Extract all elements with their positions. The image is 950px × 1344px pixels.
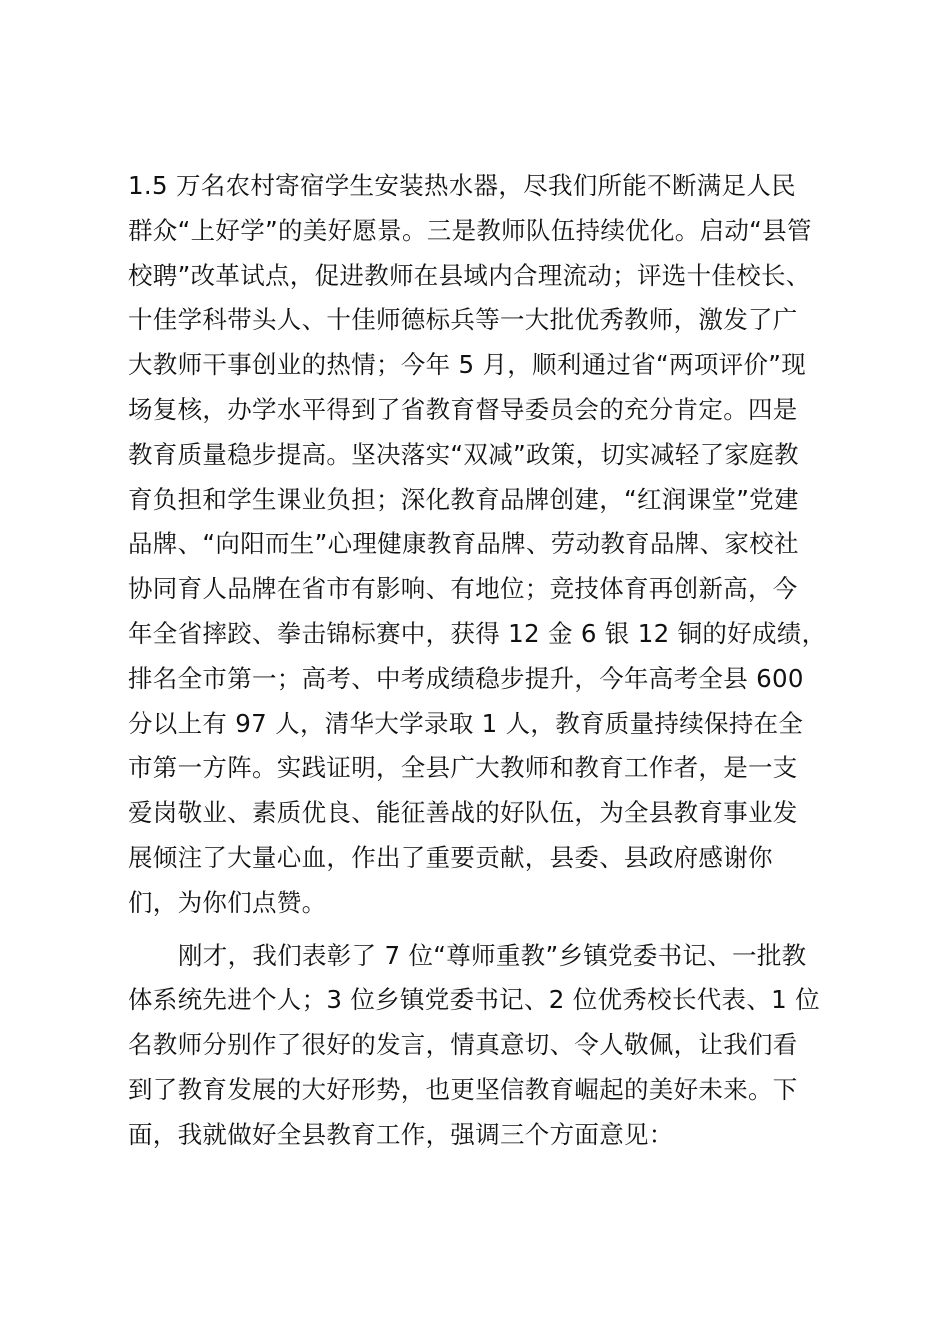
text-line: 分以上有 97 人，清华大学录取 1 人，教育质量持续保持在全 bbox=[128, 708, 804, 738]
body-text bbox=[128, 164, 830, 1158]
text-line: 体系统先进个人；3 位乡镇党委书记、2 位优秀校长代表、1 位 bbox=[128, 985, 820, 1015]
text-line: 1.5 万名农村寄宿学生安装热水器，尽我们所能不断满足人民 bbox=[128, 171, 796, 200]
text-line: 排名全市第一；高考、中考成绩稳步提升，今年高考全县 600 bbox=[128, 663, 804, 693]
text-line: 育负担和学生课业负担；深化教育品牌创建，“红润课堂”党建 bbox=[128, 484, 799, 514]
paragraph-spacer bbox=[128, 926, 830, 934]
text-line: 名教师分别作了很好的发言，情真意切、令人敬佩，让我们看 bbox=[128, 1030, 798, 1060]
text-line-first: 刚才，我们表彰了 7 位“尊师重教”乡镇党委书记、一批教 bbox=[178, 940, 807, 970]
paragraph-achievements bbox=[128, 164, 830, 926]
text-line: 校聘”改革试点，促进教师在县域内合理流动；评选十佳校长、 bbox=[128, 260, 811, 290]
paragraph-speeches bbox=[128, 934, 830, 1158]
text-line: 们，为你们点赞。 bbox=[128, 887, 327, 917]
text-line: 到了教育发展的大好形势，也更坚信教育崛起的美好未来。下 bbox=[128, 1074, 798, 1104]
text-line: 群众“上好学”的美好愿景。三是教师队伍持续优化。启动“县管 bbox=[128, 215, 812, 245]
text-line: 大教师干事创业的热情；今年 5 月，顺利通过省“两项评价”现 bbox=[128, 350, 807, 380]
text-line: 爱岗敬业、素质优良、能征善战的好队伍，为全县教育事业发 bbox=[128, 798, 798, 828]
text-line: 品牌、“向阳而生”心理健康教育品牌、劳动教育品牌、家校社 bbox=[128, 529, 799, 559]
text-line: 年全省摔跤、拳击锦标赛中，获得 12 金 6 银 12 铜的好成绩， bbox=[128, 618, 827, 648]
text-line: 展倾注了大量心血，作出了重要贡献，县委、县政府感谢你 bbox=[128, 842, 773, 872]
text-line: 十佳学科带头人、十佳师德标兵等一大批优秀教师，激发了广 bbox=[128, 305, 798, 335]
text-line: 面，我就做好全县教育工作，强调三个方面意见： bbox=[128, 1119, 674, 1149]
text-line: 市第一方阵。实践证明，全县广大教师和教育工作者，是一支 bbox=[128, 753, 798, 783]
text-line: 场复核，办学水平得到了省教育督导委员会的充分肯定。四是 bbox=[128, 394, 798, 424]
text-line: 教育质量稳步提高。坚决落实“双减”政策，切实减轻了家庭教 bbox=[128, 439, 799, 469]
text-line: 协同育人品牌在省市有影响、有地位；竞技体育再创新高，今 bbox=[128, 574, 798, 604]
